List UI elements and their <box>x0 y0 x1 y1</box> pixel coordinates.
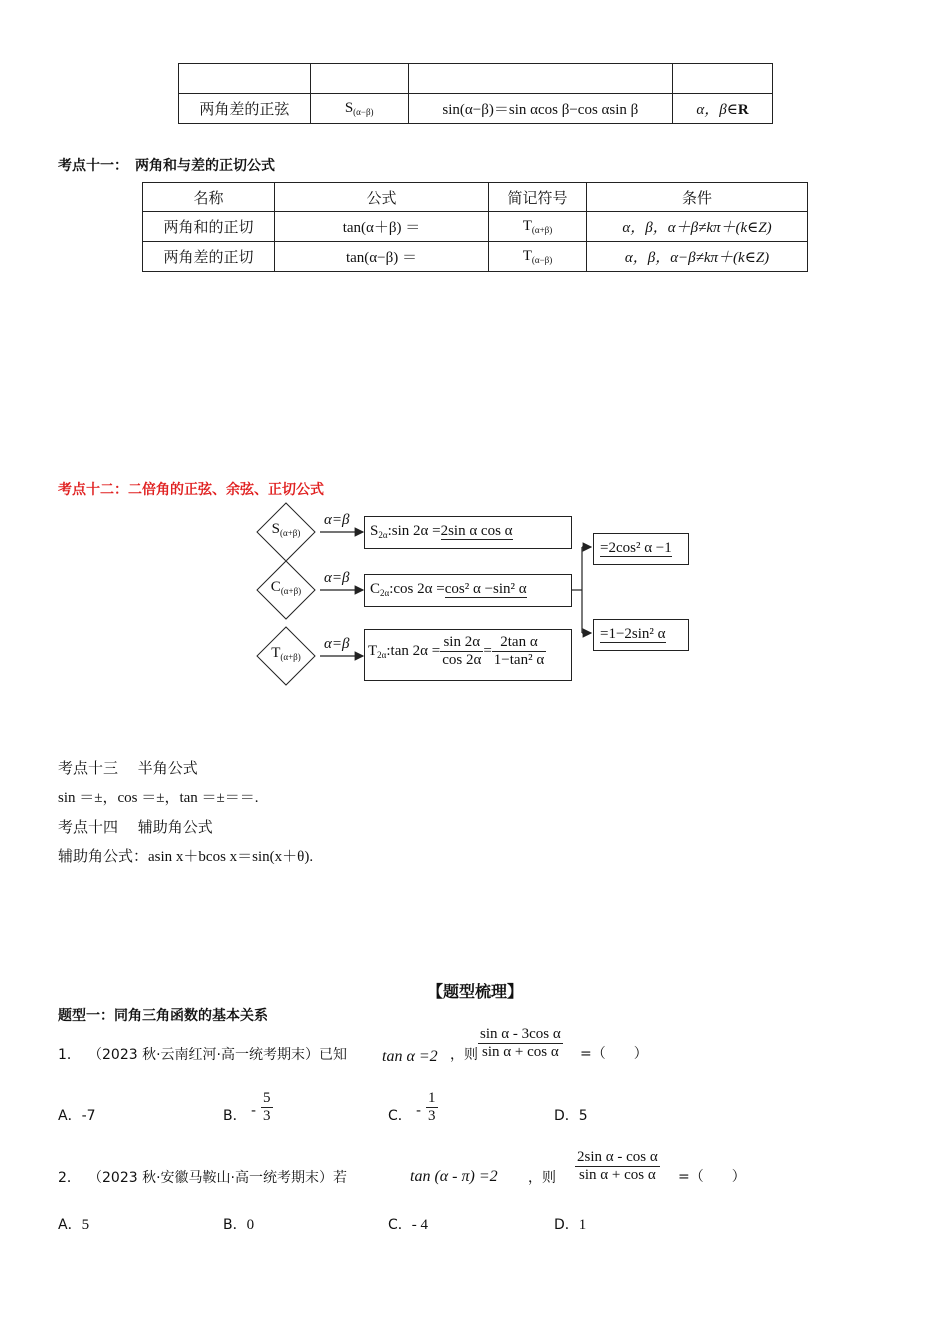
table-cell-symbol: $T_{(\alpha+\beta)}$ <box>489 212 587 242</box>
option-1a[interactable]: A．-7 <box>58 1108 96 1124</box>
table-cell-name <box>179 94 311 124</box>
table-cell <box>179 64 311 94</box>
table-row <box>143 212 808 242</box>
table-cell-name: 两角差的正切 <box>143 242 275 272</box>
table-cell-condition: α，β，α＋β≠kπ＋(k∈Z) <box>587 212 808 242</box>
condition-label: α=β <box>324 636 350 652</box>
option-1d[interactable]: D．5 <box>554 1108 588 1124</box>
formula-text: sin(α−β)＝sin αcos β−cos αsin β <box>442 102 639 118</box>
question-text: ，则 <box>528 1170 556 1186</box>
question-2 <box>58 1149 908 1193</box>
symbol-subscript: (α−β) <box>353 107 374 117</box>
cell-text: 两角差的正弦 <box>199 100 290 118</box>
section-11-title: 考点十一： 两角和与差的正切公式 <box>58 158 275 174</box>
question-fraction: $\frac{\text{2sin α - cos α}}{\text{sin α + cos α}}$ <box>577 1149 658 1183</box>
diamond-label: $S_{(\alpha+\beta)}$ <box>271 521 301 538</box>
question-number: 1． <box>58 1047 81 1063</box>
section-13-title: 考点十三 半角公式 <box>58 759 198 777</box>
question-source: （2023 秋·安徽马鞍山·高一统考期末）若 <box>88 1170 347 1186</box>
condition-text: α，β∈ <box>696 102 738 118</box>
fraction: $\frac{\sin 2\alpha}{\cos 2\alpha}$ <box>442 634 482 668</box>
question-number: 2． <box>58 1170 81 1186</box>
cosine-result-box-1: =2cos² α −1 <box>593 533 689 565</box>
section-14-title: 考点十四 辅助角公式 <box>58 818 213 836</box>
table-header: 公式 <box>275 183 489 212</box>
cosine-double-angle-box: $C_{2\alpha}:\cos$ 2α =cos² α −sin² α <box>364 574 572 607</box>
question-text: ，则 <box>450 1047 478 1063</box>
sine-double-angle-box: $S_{2\alpha}:\sin$ 2α =2sin α cos α <box>364 516 572 549</box>
question-1 <box>58 1026 908 1070</box>
option-2b[interactable]: B．0 <box>223 1217 255 1233</box>
option-2c[interactable]: C．- 4 <box>388 1217 429 1233</box>
given-expression: tan (α - π) =2 <box>410 1168 498 1185</box>
type-1-title: 题型一：同角三角函数的基本关系 <box>58 1008 268 1024</box>
half-angle-formulas: sin ＝±，cos ＝±，tan ＝±＝＝. <box>58 790 259 806</box>
tangent-double-angle-box: $T_{2\alpha}:\tan$ 2α = $\frac{\sin 2\alpha}{\cos 2\alpha}$ = $\frac{\text{2tan α}}{\text{1−tan² α}}$ <box>364 629 572 681</box>
fraction: $\frac{\text{2tan α}}{\text{1−tan² α}}$ <box>493 634 545 668</box>
sine-difference-table <box>178 63 773 124</box>
table-cell <box>408 64 673 94</box>
diamond-label: $C_{(\alpha+\beta)}$ <box>270 579 302 596</box>
table-header: 条件 <box>587 183 808 212</box>
diamond-label: $T_{(\alpha+\beta)}$ <box>271 645 301 662</box>
table-cell-name: 两角和的正切 <box>143 212 275 242</box>
tangent-formula-table <box>142 182 808 272</box>
question-types-heading: 【题型梳理】 <box>426 982 523 1001</box>
given-expression: tan α =2 <box>382 1048 438 1065</box>
table-cell-formula <box>408 94 673 124</box>
table-header: 名称 <box>143 183 275 212</box>
condition-label: α=β <box>324 570 350 586</box>
cosine-result-box-2: =1−2sin² α <box>593 619 689 651</box>
double-angle-diagram <box>250 505 710 685</box>
table-row <box>143 242 808 272</box>
section-12-title: 考点十二：二倍角的正弦、余弦、正切公式 <box>58 482 324 498</box>
table-cell-symbol: $T_{(\alpha-\beta)}$ <box>489 242 587 272</box>
option-2d[interactable]: D．1 <box>554 1217 587 1233</box>
table-cell-formula: tan(α−β) ＝ <box>275 242 489 272</box>
table-cell <box>673 64 773 94</box>
table-cell-condition: α，β，α−β≠kπ＋(k∈Z) <box>587 242 808 272</box>
option-2a[interactable]: A．5 <box>58 1217 90 1233</box>
answer-blank: =（ ） <box>678 1169 746 1185</box>
auxiliary-angle-formula: 辅助角公式：asin x＋bcos x＝sin(x＋θ). <box>58 849 314 865</box>
symbol-text: S <box>344 100 354 116</box>
question-source: （2023 秋·云南红河·高一统考期末）已知 <box>88 1047 347 1063</box>
answer-blank: =（ ） <box>580 1046 648 1062</box>
table-header: 简记符号 <box>489 183 587 212</box>
table-cell <box>310 64 408 94</box>
condition-set: R <box>737 102 749 118</box>
condition-label: α=β <box>324 512 350 528</box>
question-fraction: $\frac{\text{sin α - 3cos α}}{\text{sin α + cos α}}$ <box>480 1026 561 1060</box>
table-cell-symbol <box>310 94 408 124</box>
table-cell-formula: tan(α＋β) ＝ <box>275 212 489 242</box>
table-cell-condition <box>673 94 773 124</box>
